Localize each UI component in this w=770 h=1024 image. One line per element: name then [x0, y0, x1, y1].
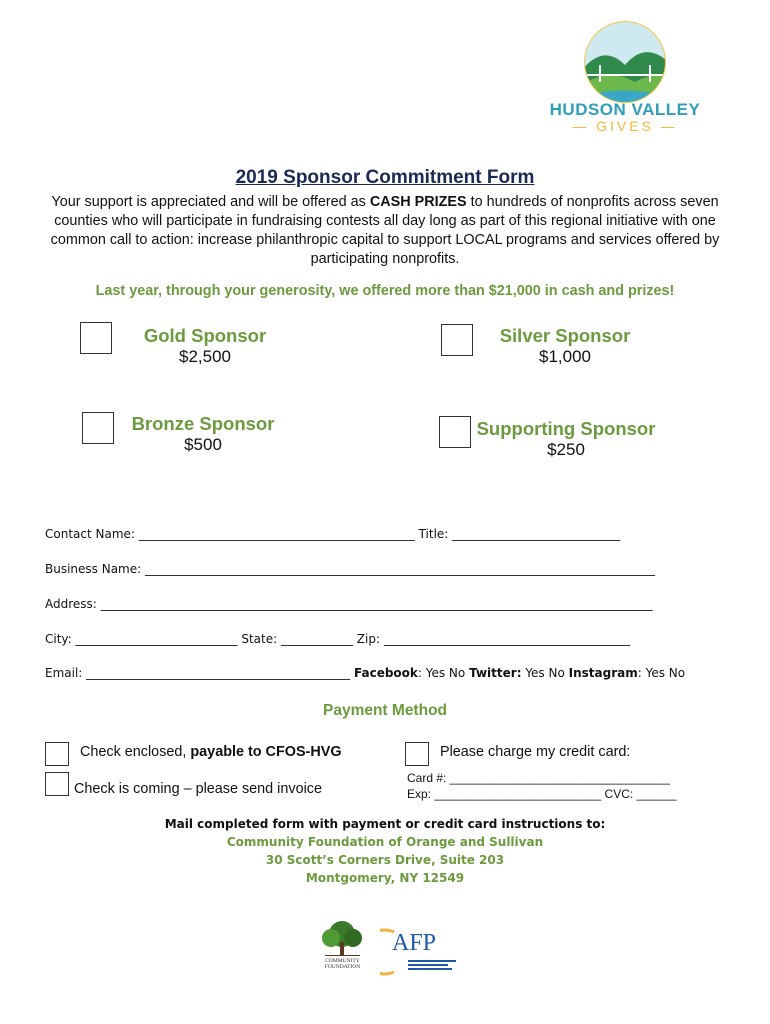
contact-row [45, 527, 735, 541]
address-field[interactable]: Address: ____________________________________________________________________________________________ [45, 597, 653, 611]
sponsor-name: Bronze Sponsor [131, 413, 275, 434]
check-enclosed-bold: payable to CFOS-HVG [190, 744, 342, 760]
bronze-sponsor [128, 413, 278, 455]
sponsor-name: Supporting Sponsor [476, 418, 656, 439]
zip-field[interactable]: Zip: _________________________________________ [356, 632, 630, 646]
mail-heading: Mail completed form with payment or credit card instructions to: [164, 817, 606, 831]
sponsor-amount: $250 [547, 440, 585, 459]
silver-sponsor [490, 325, 640, 367]
bronze-sponsor-checkbox[interactable] [82, 412, 114, 444]
intro-bold: CASH PRIZES [369, 194, 467, 210]
expiry-cvc-field[interactable]: Exp: _________________________ CVC: ______ [407, 787, 677, 801]
logo-subtitle-text: GIVES [596, 118, 654, 134]
gold-sponsor-checkbox[interactable] [80, 322, 112, 354]
instagram-options[interactable]: : Yes No [637, 666, 686, 680]
check-coming-label: Check is coming – please send invoice [74, 781, 322, 797]
supporting-sponsor [476, 418, 656, 460]
sponsor-amount: $1,000 [539, 347, 591, 366]
instagram-label: Instagram [568, 666, 638, 680]
title-field[interactable]: Title: ____________________________ [418, 527, 621, 541]
sponsor-name: Gold Sponsor [143, 325, 267, 346]
intro-text-2: to hundreds of nonprofits across seven counties who will participate in fundraising contests all day long as part of this regional initiative with one common call to action: increase philanthropic capital to support LOCAL programs and services offered by participating nonprofits. [50, 194, 720, 267]
mail-city: Montgomery, NY 12549 [305, 871, 465, 885]
check-coming-checkbox[interactable] [45, 772, 69, 796]
sponsor-name: Silver Sponsor [499, 325, 631, 346]
address-row [45, 597, 735, 611]
check-enclosed-text: Check enclosed, [80, 744, 191, 760]
city-field[interactable]: City: ___________________________ [45, 632, 238, 646]
business-row [45, 562, 735, 576]
logo-subtitle: — GIVES — [572, 118, 678, 134]
intro-text-1: Your support is appreciated and will be offered as [51, 194, 370, 210]
hudson-valley-gives-logo [545, 20, 705, 135]
afp-logo-text: AFP [392, 930, 437, 956]
business-name-field[interactable]: Business Name: _____________________________________________________________________________________ [45, 562, 655, 576]
facebook-options[interactable]: : Yes No [417, 666, 466, 680]
credit-card-checkbox[interactable] [405, 742, 429, 766]
page-title: 2019 Sponsor Commitment Form [235, 167, 535, 188]
contact-name-field[interactable]: Contact Name: ______________________________________________ [45, 527, 415, 541]
email-social-row [45, 666, 735, 680]
mail-org: Community Foundation of Orange and Sullivan [226, 835, 544, 849]
card-number-field[interactable]: Card #: _________________________________ [407, 771, 670, 785]
state-field[interactable]: State: ____________ [241, 632, 353, 646]
check-enclosed-checkbox[interactable] [45, 742, 69, 766]
sponsor-amount: $500 [184, 435, 222, 454]
mail-street: 30 Scott’s Corners Drive, Suite 203 [265, 853, 505, 867]
facebook-label: Facebook [353, 666, 418, 680]
twitter-options[interactable]: Yes No [521, 666, 565, 680]
community-foundation-logo [315, 918, 370, 978]
afp-logo [380, 928, 460, 976]
silver-sponsor-checkbox[interactable] [441, 324, 473, 356]
intro-paragraph [30, 193, 740, 269]
supporting-sponsor-checkbox[interactable] [439, 416, 471, 448]
highlight-text: Last year, through your generosity, we offered more than $21,000 in cash and prizes! [95, 283, 675, 299]
payment-heading: Payment Method [322, 702, 447, 719]
check-enclosed-label [80, 744, 342, 760]
logo-title: HUDSON VALLEY [549, 100, 701, 119]
twitter-label: Twitter: [469, 666, 522, 680]
email-field[interactable]: Email: ____________________________________________ [45, 666, 351, 680]
gold-sponsor [130, 325, 280, 367]
credit-card-label: Please charge my credit card: [440, 744, 631, 760]
sponsor-amount: $2,500 [179, 347, 231, 366]
cf-logo-text: COMMUNITY FOUNDATION [324, 958, 361, 970]
mail-instructions [0, 815, 770, 887]
city-state-zip-row [45, 632, 735, 646]
